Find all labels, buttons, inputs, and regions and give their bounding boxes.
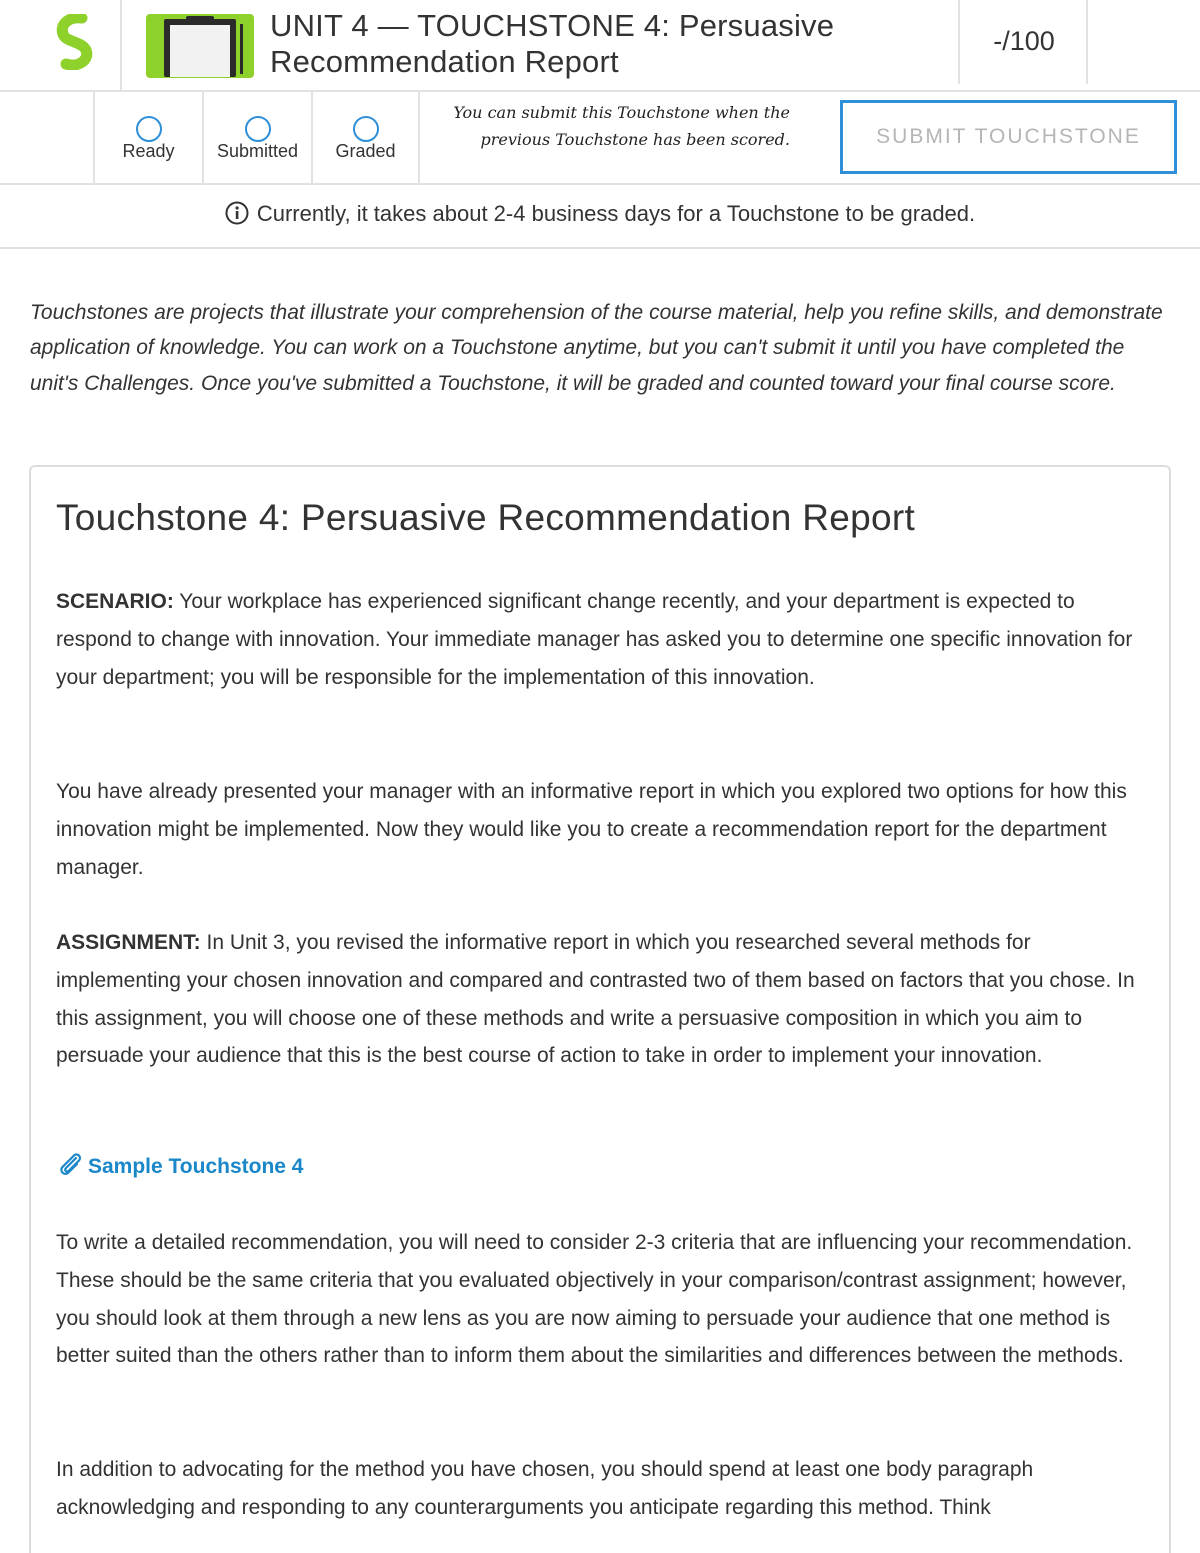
- status-step-ready: [93, 92, 202, 185]
- scenario-label: SCENARIO:: [56, 590, 174, 613]
- sophia-logo-icon[interactable]: [52, 14, 98, 70]
- grading-info: [0, 201, 1200, 227]
- status-step-submitted: [202, 92, 311, 185]
- paperclip-icon: [56, 1150, 84, 1178]
- assignment-text: In Unit 3, you revised the informative report in which you researched several methods for implementing your chosen innovation and compared and contrasted two of them based on factors that you chose. In this assignment, you will choose one of these methods and write a persuasive composition in which you aim to persuade your audience that this is the best course of action to take in order to implement your innovation.: [56, 931, 1135, 1068]
- page-header: [0, 0, 1200, 92]
- ready-circle-icon: [136, 116, 162, 142]
- grading-info-bar: [0, 185, 1200, 249]
- assignment-label: ASSIGNMENT:: [56, 931, 201, 954]
- submitted-circle-icon: [245, 116, 271, 142]
- status-step-graded: [311, 92, 420, 185]
- sample-link-label: Sample Touchstone 4: [88, 1155, 304, 1178]
- graded-circle-icon: [353, 116, 379, 142]
- touchstone-card: [29, 465, 1171, 1553]
- page-title: UNIT 4 — TOUCHSTONE 4: Persuasive Recommendation Report: [270, 8, 835, 79]
- status-label-ready: Ready: [122, 141, 175, 161]
- assignment-paragraph: [56, 924, 1141, 1075]
- score-value: -/100: [993, 26, 1055, 56]
- grading-info-text: Currently, it takes about 2-4 business days for a Touchstone to be graded.: [256, 201, 976, 226]
- scenario-text: Your workplace has experienced significant change recently, and your department is expected to respond to change with innovation. Your immediate manager has asked you to determine one specific innovation for your department; you will be responsible for the implementation of this innovation.: [56, 590, 1133, 689]
- info-icon: [225, 201, 249, 225]
- paragraph-4: To write a detailed recommendation, you will need to consider 2-3 criteria that are influencing your recommendation. These should be the same criteria that you evaluated objectively in your comparison/contrast assignment; however, you should look at them through a new lens as you are now aiming to persuade your audience that one method is better suited than the others rather than to inform them about the similarities and differences between the methods.: [56, 1231, 1133, 1368]
- logo-cell: [0, 0, 122, 92]
- sample-touchstone-link[interactable]: [56, 1150, 304, 1179]
- status-label-graded: Graded: [335, 141, 396, 161]
- intro-text: Touchstones are projects that illustrate your comprehension of the course material, help you refine skills, and demonstrate application of knowledge. You can work on a Touchstone anytime, but you can't submit it until you have completed the unit's Challenges. Once you've submitted a Touchstone, it will be graded and counted toward your final course score.: [30, 301, 1163, 395]
- score-cell: [958, 0, 1088, 84]
- touchstone-thumbnail-icon: [146, 14, 254, 78]
- paragraph-5: In addition to advocating for the method you have chosen, you should spend at least one body paragraph acknowledging and responding to any counterarguments you anticipate regarding this method. Think: [56, 1458, 1034, 1519]
- submit-touchstone-button[interactable]: SUBMIT TOUCHSTONE: [840, 100, 1177, 174]
- scenario-paragraph: [56, 583, 1141, 696]
- status-row: [0, 92, 1200, 185]
- submit-notice: You can submit this Touchstone when the previous Touchstone has been scored.: [453, 103, 790, 149]
- paragraph-2: You have already presented your manager with an informative report in which you explored two options for how this innovation might be implemented. Now they would like you to create a recommendation report for the department manager.: [56, 780, 1127, 879]
- status-label-submitted: Submitted: [216, 141, 299, 161]
- card-title: Touchstone 4: Persuasive Recommendation Report: [56, 497, 916, 538]
